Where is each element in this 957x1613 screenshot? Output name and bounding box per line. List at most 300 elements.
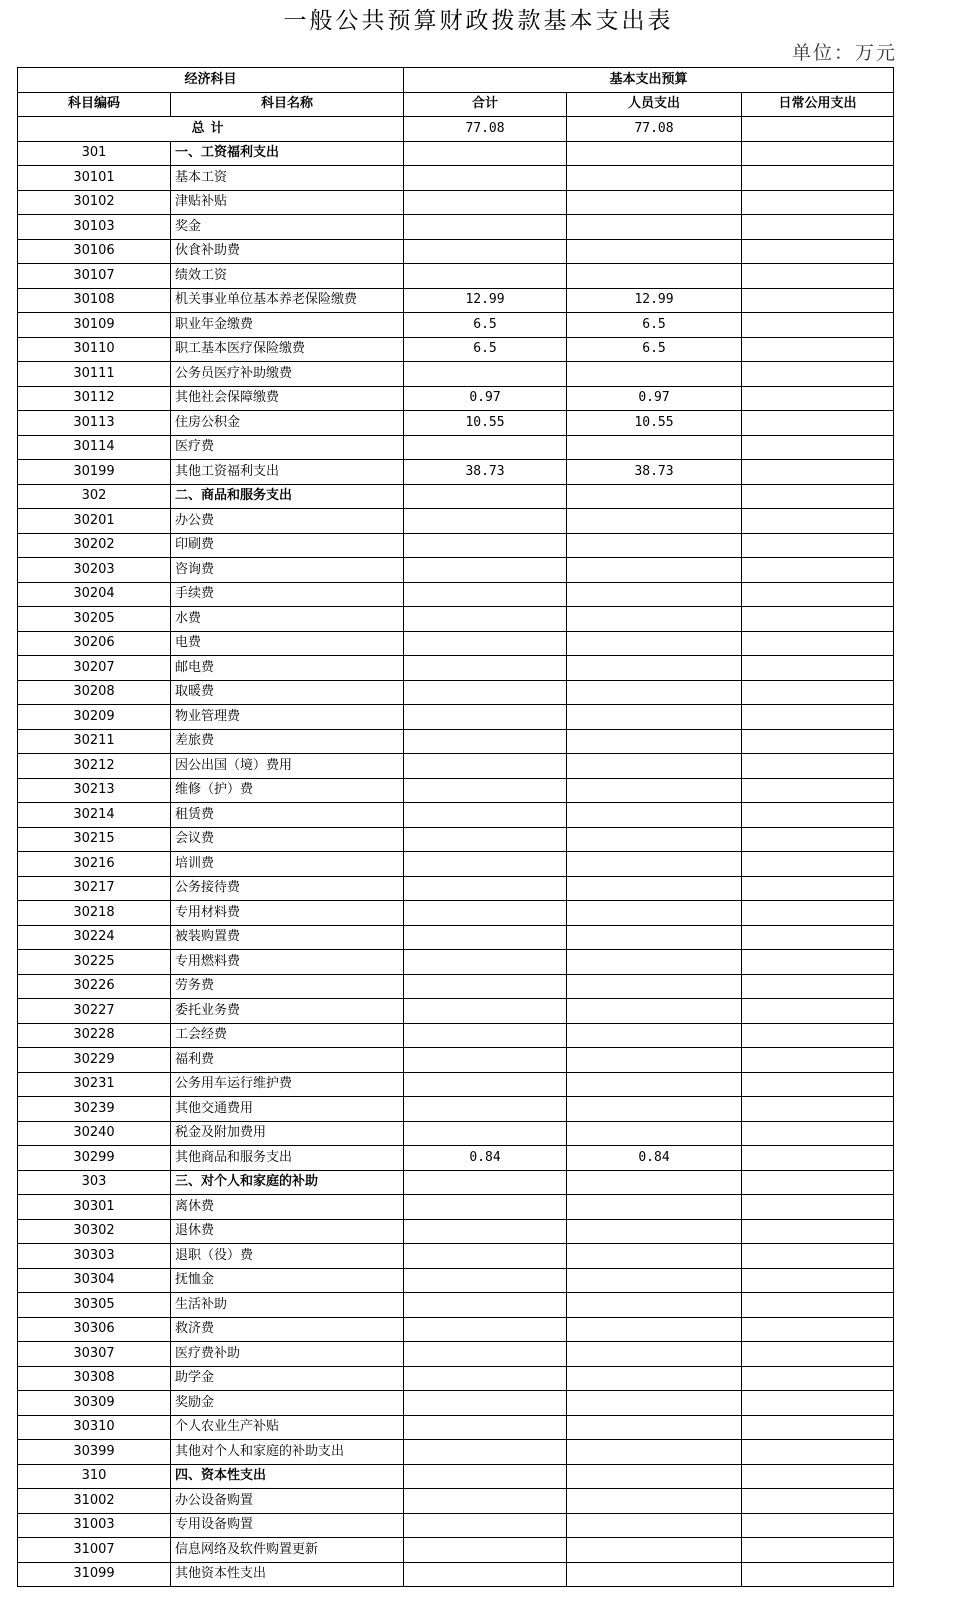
row-code: 30224 [18,925,171,950]
row-public [742,1023,894,1048]
row-public [742,264,894,289]
row-public [742,876,894,901]
table-row [18,827,894,852]
row-public [742,1072,894,1097]
unit-label: 单位：万元 [791,42,897,64]
header-code: 科目编码 [18,92,171,117]
table-row [18,1195,894,1220]
row-public [742,362,894,387]
table-row [18,1244,894,1269]
row-name: 其他资本性支出 [171,1562,404,1587]
row-code: 30212 [18,754,171,779]
row-public [742,141,894,166]
row-code: 30304 [18,1268,171,1293]
row-name: 维修（护）费 [171,778,404,803]
table-row [18,215,894,240]
table-row [18,313,894,338]
row-personnel [567,1415,742,1440]
row-total [404,1023,567,1048]
row-total [404,656,567,681]
row-code: 30399 [18,1440,171,1465]
row-name: 委托业务费 [171,999,404,1024]
row-public [742,925,894,950]
row-code: 30310 [18,1415,171,1440]
table-row [18,876,894,901]
row-code: 30108 [18,288,171,313]
table-row [18,190,894,215]
row-code: 30208 [18,680,171,705]
row-code: 30228 [18,1023,171,1048]
row-total [404,1097,567,1122]
row-public [742,1538,894,1563]
row-code: 30218 [18,901,171,926]
table-row [18,1342,894,1367]
row-code: 30201 [18,509,171,534]
row-name: 三、对个人和家庭的补助 [171,1170,404,1195]
row-personnel [567,1391,742,1416]
row-total [404,1513,567,1538]
row-public [742,215,894,240]
row-personnel [567,1342,742,1367]
row-total [404,484,567,509]
row-public [742,1342,894,1367]
table-row [18,656,894,681]
row-total [404,435,567,460]
row-personnel [567,1170,742,1195]
row-personnel [567,1366,742,1391]
total-sum: 77.08 [404,117,567,142]
row-personnel [567,1097,742,1122]
row-personnel [567,1489,742,1514]
row-code: 302 [18,484,171,509]
row-code: 30225 [18,950,171,975]
row-public [742,1097,894,1122]
row-public [742,1293,894,1318]
row-name: 医疗费 [171,435,404,460]
row-personnel [567,827,742,852]
row-personnel [567,582,742,607]
row-total: 0.97 [404,386,567,411]
row-code: 30109 [18,313,171,338]
row-personnel [567,778,742,803]
row-name: 公务用车运行维护费 [171,1072,404,1097]
row-name: 其他商品和服务支出 [171,1146,404,1171]
table-row [18,288,894,313]
row-public [742,778,894,803]
row-personnel [567,1513,742,1538]
row-personnel [567,264,742,289]
table-row [18,582,894,607]
row-name: 助学金 [171,1366,404,1391]
row-personnel [567,852,742,877]
header-row-1 [18,68,894,93]
row-total [404,803,567,828]
table-row [18,1097,894,1122]
row-code: 30202 [18,533,171,558]
row-code: 30217 [18,876,171,901]
row-personnel [567,1464,742,1489]
row-name: 会议费 [171,827,404,852]
row-public [742,950,894,975]
row-public [742,607,894,632]
row-total [404,1121,567,1146]
header-personnel: 人员支出 [567,92,742,117]
row-public [742,656,894,681]
row-name: 公务员医疗补助缴费 [171,362,404,387]
row-name: 劳务费 [171,974,404,999]
row-public [742,1170,894,1195]
header-basic-budget: 基本支出预算 [404,68,894,93]
row-name: 基本工资 [171,166,404,191]
table-row [18,1023,894,1048]
table-row [18,141,894,166]
row-total [404,509,567,534]
row-total [404,190,567,215]
row-public [742,631,894,656]
row-public [742,1317,894,1342]
row-total [404,876,567,901]
table-row [18,1170,894,1195]
header-row-2 [18,92,894,117]
row-total [404,1562,567,1587]
row-public [742,1195,894,1220]
row-code: 30102 [18,190,171,215]
row-name: 专用材料费 [171,901,404,926]
row-total [404,607,567,632]
row-total [404,1317,567,1342]
row-public [742,460,894,485]
table-row [18,1048,894,1073]
row-name: 其他社会保障缴费 [171,386,404,411]
header-name: 科目名称 [171,92,404,117]
table-row [18,411,894,436]
row-personnel [567,215,742,240]
row-name: 被装购置费 [171,925,404,950]
row-code: 30308 [18,1366,171,1391]
table-row [18,362,894,387]
row-total [404,362,567,387]
row-code: 31003 [18,1513,171,1538]
row-code: 30101 [18,166,171,191]
row-code: 30302 [18,1219,171,1244]
row-total [404,1464,567,1489]
table-row [18,901,894,926]
table-row [18,631,894,656]
table-row [18,803,894,828]
table-row [18,925,894,950]
header-economic-subject: 经济科目 [18,68,404,93]
row-public [742,337,894,362]
row-public [742,1048,894,1073]
table-row [18,754,894,779]
row-personnel: 12.99 [567,288,742,313]
row-code: 30214 [18,803,171,828]
row-code: 30107 [18,264,171,289]
row-total [404,999,567,1024]
row-public [742,1391,894,1416]
row-personnel [567,558,742,583]
row-personnel [567,533,742,558]
row-personnel [567,362,742,387]
row-total [404,1293,567,1318]
row-personnel [567,925,742,950]
table-row [18,729,894,754]
row-personnel [567,1440,742,1465]
row-name: 培训费 [171,852,404,877]
table-row [18,337,894,362]
row-public [742,239,894,264]
table-row [18,386,894,411]
table-row [18,705,894,730]
row-public [742,435,894,460]
row-personnel [567,166,742,191]
row-public [742,852,894,877]
row-name: 工会经费 [171,1023,404,1048]
row-total [404,264,567,289]
row-personnel [567,876,742,901]
row-public [742,558,894,583]
row-name: 其他交通费用 [171,1097,404,1122]
table-row [18,852,894,877]
row-total: 38.73 [404,460,567,485]
row-name: 咨询费 [171,558,404,583]
row-code: 30216 [18,852,171,877]
row-public [742,729,894,754]
row-code: 30206 [18,631,171,656]
row-public [742,705,894,730]
row-total [404,1440,567,1465]
row-total [404,950,567,975]
row-name: 租赁费 [171,803,404,828]
row-total [404,901,567,926]
row-code: 310 [18,1464,171,1489]
row-personnel [567,141,742,166]
row-personnel [567,705,742,730]
table-row [18,509,894,534]
table-row [18,680,894,705]
table-row [18,1121,894,1146]
row-personnel [567,754,742,779]
table-row [18,1440,894,1465]
row-name: 四、资本性支出 [171,1464,404,1489]
row-personnel [567,509,742,534]
row-total [404,558,567,583]
row-total [404,1170,567,1195]
page-title: 一般公共预算财政拨款基本支出表 [283,8,674,34]
row-total [404,1342,567,1367]
row-personnel [567,1023,742,1048]
row-code: 30227 [18,999,171,1024]
row-total: 6.5 [404,337,567,362]
row-total: 10.55 [404,411,567,436]
row-name: 公务接待费 [171,876,404,901]
row-total [404,852,567,877]
row-personnel [567,656,742,681]
row-total [404,705,567,730]
row-public [742,1464,894,1489]
table-row [18,1415,894,1440]
row-total [404,582,567,607]
row-code: 30309 [18,1391,171,1416]
row-public [742,509,894,534]
row-name: 职工基本医疗保险缴费 [171,337,404,362]
row-name: 邮电费 [171,656,404,681]
row-public [742,901,894,926]
row-name: 二、商品和服务支出 [171,484,404,509]
table-row [18,239,894,264]
row-public [742,754,894,779]
row-code: 30204 [18,582,171,607]
row-total [404,1366,567,1391]
row-personnel [567,190,742,215]
row-name: 其他对个人和家庭的补助支出 [171,1440,404,1465]
row-personnel [567,1121,742,1146]
row-code: 30229 [18,1048,171,1073]
row-total [404,1048,567,1073]
row-public [742,386,894,411]
row-name: 奖金 [171,215,404,240]
row-public [742,1268,894,1293]
row-code: 30305 [18,1293,171,1318]
row-personnel [567,999,742,1024]
row-total [404,533,567,558]
row-name: 因公出国（境）费用 [171,754,404,779]
row-code: 30113 [18,411,171,436]
row-public [742,1562,894,1587]
table-row [18,264,894,289]
row-name: 水费 [171,607,404,632]
row-personnel [567,1317,742,1342]
table-row [18,166,894,191]
row-total [404,680,567,705]
table-row [18,1489,894,1514]
row-public [742,533,894,558]
row-public [742,1146,894,1171]
row-code: 30231 [18,1072,171,1097]
table-row [18,1268,894,1293]
row-public [742,484,894,509]
table-row [18,1562,894,1587]
table-row [18,1293,894,1318]
row-total [404,1538,567,1563]
row-public [742,1366,894,1391]
row-personnel: 0.84 [567,1146,742,1171]
row-personnel [567,607,742,632]
table-row [18,1391,894,1416]
table-row [18,460,894,485]
row-personnel [567,680,742,705]
row-personnel: 38.73 [567,460,742,485]
row-code: 30213 [18,778,171,803]
row-name: 退职（役）费 [171,1244,404,1269]
row-total [404,729,567,754]
row-name: 一、工资福利支出 [171,141,404,166]
row-public [742,582,894,607]
row-public [742,166,894,191]
row-public [742,999,894,1024]
row-name: 其他工资福利支出 [171,460,404,485]
row-total: 12.99 [404,288,567,313]
row-personnel [567,729,742,754]
row-name: 奖励金 [171,1391,404,1416]
row-public [742,313,894,338]
row-public [742,1121,894,1146]
row-personnel [567,1195,742,1220]
row-public [742,1440,894,1465]
row-code: 30205 [18,607,171,632]
row-code: 303 [18,1170,171,1195]
total-public [742,117,894,142]
row-name: 手续费 [171,582,404,607]
table-row [18,999,894,1024]
row-code: 30306 [18,1317,171,1342]
row-total [404,1489,567,1514]
row-name: 电费 [171,631,404,656]
row-personnel [567,435,742,460]
row-code: 30103 [18,215,171,240]
row-total [404,141,567,166]
row-personnel [567,484,742,509]
row-code: 30199 [18,460,171,485]
row-personnel [567,974,742,999]
row-name: 机关事业单位基本养老保险缴费 [171,288,404,313]
row-personnel: 6.5 [567,313,742,338]
row-name: 绩效工资 [171,264,404,289]
row-total: 6.5 [404,313,567,338]
row-total [404,1072,567,1097]
row-name: 津贴补贴 [171,190,404,215]
row-personnel [567,1538,742,1563]
row-personnel [567,1072,742,1097]
table-row [18,1219,894,1244]
row-public [742,974,894,999]
header-total: 合计 [404,92,567,117]
row-total [404,1268,567,1293]
row-personnel [567,1244,742,1269]
row-name: 住房公积金 [171,411,404,436]
row-total [404,925,567,950]
row-name: 税金及附加费用 [171,1121,404,1146]
row-public [742,1513,894,1538]
row-name: 离休费 [171,1195,404,1220]
row-code: 30111 [18,362,171,387]
row-code: 31099 [18,1562,171,1587]
row-personnel [567,1562,742,1587]
row-name: 个人农业生产补贴 [171,1415,404,1440]
total-row [18,117,894,142]
row-name: 福利费 [171,1048,404,1073]
row-total [404,631,567,656]
row-public [742,1244,894,1269]
row-public [742,803,894,828]
row-code: 31007 [18,1538,171,1563]
row-code: 30215 [18,827,171,852]
table-row [18,1513,894,1538]
row-code: 30301 [18,1195,171,1220]
row-name: 信息网络及软件购置更新 [171,1538,404,1563]
row-total [404,1195,567,1220]
row-total [404,166,567,191]
row-name: 退休费 [171,1219,404,1244]
row-personnel: 6.5 [567,337,742,362]
row-public [742,827,894,852]
row-code: 30203 [18,558,171,583]
row-name: 专用燃料费 [171,950,404,975]
row-public [742,411,894,436]
row-name: 生活补助 [171,1293,404,1318]
row-name: 印刷费 [171,533,404,558]
row-name: 职业年金缴费 [171,313,404,338]
